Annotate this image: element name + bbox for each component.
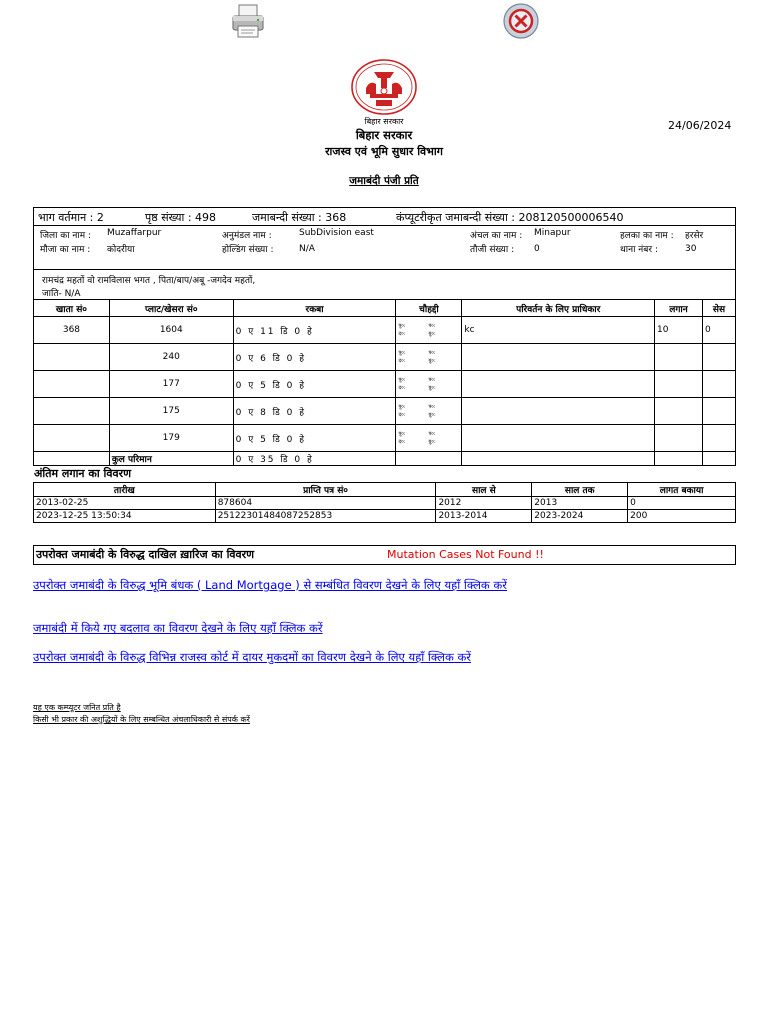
land-row — [34, 317, 736, 344]
chauhaddi-row-2 — [398, 384, 459, 392]
land-mortgage-link[interactable]: उपरोक्त जमाबंदी के विरुद्ध भूमि बंधक ( Land Mortgage ) से सम्बंधित विवरण देखने के लिए यहाँ क्लिक करें — [33, 578, 507, 592]
computer-generated-note: यह एक कम्प्यूटर जनित प्रति है — [33, 703, 121, 712]
land-row — [34, 398, 736, 425]
west-label: प०: — [428, 404, 436, 410]
chauhaddi-row-2 — [398, 357, 459, 365]
land-row — [34, 425, 736, 452]
mutation-status: Mutation Cases Not Found !! — [387, 548, 544, 561]
east-label: पू०: — [398, 323, 406, 329]
chauhaddi-row-1 — [398, 403, 459, 411]
col-khata: खाता सं० — [34, 300, 110, 317]
anumandal-label: अनुमंडल नाम : — [222, 231, 272, 241]
khesra-cell: 1604 — [109, 317, 233, 344]
anchal-value: Minapur — [534, 228, 571, 238]
ses-cell — [702, 371, 735, 398]
saal-se-cell: 2013-2014 — [436, 510, 532, 523]
north-label: यु०: — [428, 385, 436, 391]
total-rakba: 0 ए 35 डि 0 हे — [233, 452, 396, 466]
east-label: पू०: — [398, 377, 406, 383]
south-label: द०: — [398, 358, 406, 364]
emblem-icon — [350, 58, 418, 116]
adhikar-cell — [462, 344, 655, 371]
adhikar-cell — [462, 398, 655, 425]
lagan-row — [34, 510, 736, 523]
khesra-cell: 177 — [109, 371, 233, 398]
holding-value: N/A — [299, 244, 315, 254]
tarikh-cell: 2013-02-25 — [34, 497, 216, 510]
col-tarikh: तारीख — [34, 483, 216, 497]
anumandal-value: SubDivision east — [299, 228, 374, 238]
close-button[interactable] — [502, 2, 540, 40]
prapti-cell: 25122301484087252853 — [215, 510, 436, 523]
owner-caste: जाति- N/A — [42, 289, 81, 299]
halka-label: हलका का नाम : — [620, 231, 674, 241]
south-label: द०: — [398, 385, 406, 391]
mutation-label: उपरोक्त जमाबंदी के विरुद्ध दाखिल ख़ारिज का विवरण — [36, 548, 255, 561]
land-row — [34, 371, 736, 398]
dept-name: राजस्व एवं भूमि सुधार विभाग — [325, 145, 443, 158]
owner-name: रामचंद्र महतों वो रामविलास भगत , पिता/बाप/अबू -जगदेव महतों, — [42, 276, 256, 286]
north-label: यु०: — [428, 439, 436, 445]
south-label: द०: — [398, 331, 406, 337]
print-button[interactable] — [229, 2, 267, 40]
contact-note: किसी भी प्रकार की अशुद्धियों के लिए सम्बन्धित अंचलाधिकारी से संपर्क करें — [33, 715, 250, 724]
lagan-table-header — [34, 483, 736, 497]
chauhaddi-row-1 — [398, 376, 459, 384]
ses-cell — [702, 398, 735, 425]
west-label: प०: — [428, 323, 436, 329]
total-empty-cell — [655, 452, 703, 466]
chauhaddi-cell — [396, 398, 462, 425]
bihar-emblem — [350, 58, 418, 116]
col-chauhaddi: चौहद्दी — [396, 300, 462, 317]
tauji-label: तौजी संख्या : — [470, 245, 515, 255]
adhikar-cell — [462, 425, 655, 452]
changes-link[interactable]: जमाबंदी में किये गए बदलाव का विवरण देखने के लिए यहाँ क्लिक करें — [33, 621, 323, 635]
lagan-cell — [655, 425, 703, 452]
chauhaddi-cell — [396, 425, 462, 452]
lagan-cell: 10 — [655, 317, 703, 344]
mauja-label: मौजा का नाम : — [40, 245, 91, 255]
khata-cell — [34, 398, 110, 425]
ses-cell: 0 — [702, 317, 735, 344]
land-row — [34, 344, 736, 371]
west-label: प०: — [428, 377, 436, 383]
khesra-cell: 240 — [109, 344, 233, 371]
south-label: द०: — [398, 439, 406, 445]
gov-name: बिहार सरकार — [355, 128, 413, 142]
col-saal-tak: साल तक — [532, 483, 628, 497]
zila-value: Muzaffarpur — [107, 228, 162, 238]
rakba-cell: 0 ए 11 डि 0 हे — [233, 317, 396, 344]
saal-tak-cell: 2023-2024 — [532, 510, 628, 523]
close-icon — [502, 2, 540, 40]
chauhaddi-row-1 — [398, 349, 459, 357]
chauhaddi-row-2 — [398, 438, 459, 446]
col-rakba: रकबा — [233, 300, 396, 317]
adhikar-cell — [462, 371, 655, 398]
adhikar-cell: kc — [462, 317, 655, 344]
chauhaddi-row-2 — [398, 411, 459, 419]
computerized-number: कंप्यूटरीकृत जमाबन्दी संख्या : 208120500006540 — [396, 211, 624, 224]
col-adhikar: परिवर्तन के लिए प्राधिकार — [462, 300, 655, 317]
holding-label: होल्डिंग संख्या : — [222, 245, 274, 255]
doc-title-text: जमाबंदी पंजी प्रति — [349, 175, 419, 187]
rakba-cell: 0 ए 5 डि 0 हे — [233, 371, 396, 398]
ses-cell — [702, 344, 735, 371]
chauhaddi-cell — [396, 344, 462, 371]
rakba-cell: 0 ए 5 डि 0 हे — [233, 425, 396, 452]
prishth-text: पृष्ठ संख्या : 498 — [145, 211, 217, 224]
chauhaddi-row-1 — [398, 322, 459, 330]
east-label: पू०: — [398, 350, 406, 356]
khata-cell — [34, 371, 110, 398]
zila-label: जिला का नाम : — [40, 231, 92, 241]
bakaya-cell: 0 — [628, 497, 736, 510]
chauhaddi-cell — [396, 371, 462, 398]
thana-label: थाना नंबर : — [620, 245, 658, 255]
court-cases-link[interactable]: उपरोक्त जमाबंदी के विरुद्ध विभिन्न राजस्व कोर्ट में दायर मुकदमों का विवरण देखने के लिए यहाँ क्लिक करें — [33, 650, 471, 664]
chauhaddi-cell — [396, 317, 462, 344]
saal-se-cell: 2012 — [436, 497, 532, 510]
west-label: प०: — [428, 350, 436, 356]
col-lagan: लगान — [655, 300, 703, 317]
emblem-caption: बिहार सरकार — [364, 117, 404, 126]
lagan-row — [34, 497, 736, 510]
chauhaddi-row-2 — [398, 330, 459, 338]
khesra-cell: 175 — [109, 398, 233, 425]
rakba-cell: 0 ए 8 डि 0 हे — [233, 398, 396, 425]
land-table — [33, 299, 736, 466]
printer-icon — [229, 2, 267, 40]
land-table-header — [34, 300, 736, 317]
halka-value: हरसेर — [685, 231, 704, 241]
total-label: कुल परिमान — [109, 452, 233, 466]
frame-divider-1 — [33, 225, 736, 226]
chauhaddi-row-1 — [398, 430, 459, 438]
north-label: यु०: — [428, 331, 436, 337]
east-label: पू०: — [398, 404, 406, 410]
anchal-label: अंचल का नाम : — [470, 231, 523, 241]
col-prapti: प्राप्ति पत्र सं० — [215, 483, 436, 497]
mauja-value: कोदरीया — [107, 245, 135, 255]
khata-cell — [34, 344, 110, 371]
total-empty-cell — [396, 452, 462, 466]
khata-cell — [34, 425, 110, 452]
col-ses: सेस — [702, 300, 735, 317]
north-label: यु०: — [428, 358, 436, 364]
saal-tak-cell: 2013 — [532, 497, 628, 510]
col-saal-se: साल से — [436, 483, 532, 497]
total-empty-cell — [34, 452, 110, 466]
col-khesra: प्लाट/खेसरा सं० — [109, 300, 233, 317]
doc-title — [0, 174, 768, 188]
east-label: पू०: — [398, 431, 406, 437]
lagan-cell — [655, 371, 703, 398]
rakba-cell: 0 ए 6 डि 0 हे — [233, 344, 396, 371]
khata-cell: 368 — [34, 317, 110, 344]
jamabandi-number: जमाबन्दी संख्या : 368 — [252, 211, 347, 224]
north-label: यु०: — [428, 412, 436, 418]
ses-cell — [702, 425, 735, 452]
thana-value: 30 — [685, 244, 697, 254]
west-label: प०: — [428, 431, 436, 437]
print-date: 24/06/2024 — [668, 119, 732, 132]
tauji-value: 0 — [534, 244, 540, 254]
total-empty-cell — [702, 452, 735, 466]
total-empty-cell — [462, 452, 655, 466]
lagan-table — [33, 482, 736, 523]
lagan-cell — [655, 398, 703, 425]
prapti-cell: 878604 — [215, 497, 436, 510]
tarikh-cell: 2023-12-25 13:50:34 — [34, 510, 216, 523]
lagan-title: अंतिम लगान का विवरण — [34, 467, 132, 480]
bhag-text: भाग वर्तमान : 2 — [38, 211, 104, 224]
bakaya-cell: 200 — [628, 510, 736, 523]
frame-divider-2 — [33, 269, 736, 270]
south-label: द०: — [398, 412, 406, 418]
khesra-cell: 179 — [109, 425, 233, 452]
land-total-row — [34, 452, 736, 466]
col-bakaya: लागत बकाया — [628, 483, 736, 497]
lagan-cell — [655, 344, 703, 371]
